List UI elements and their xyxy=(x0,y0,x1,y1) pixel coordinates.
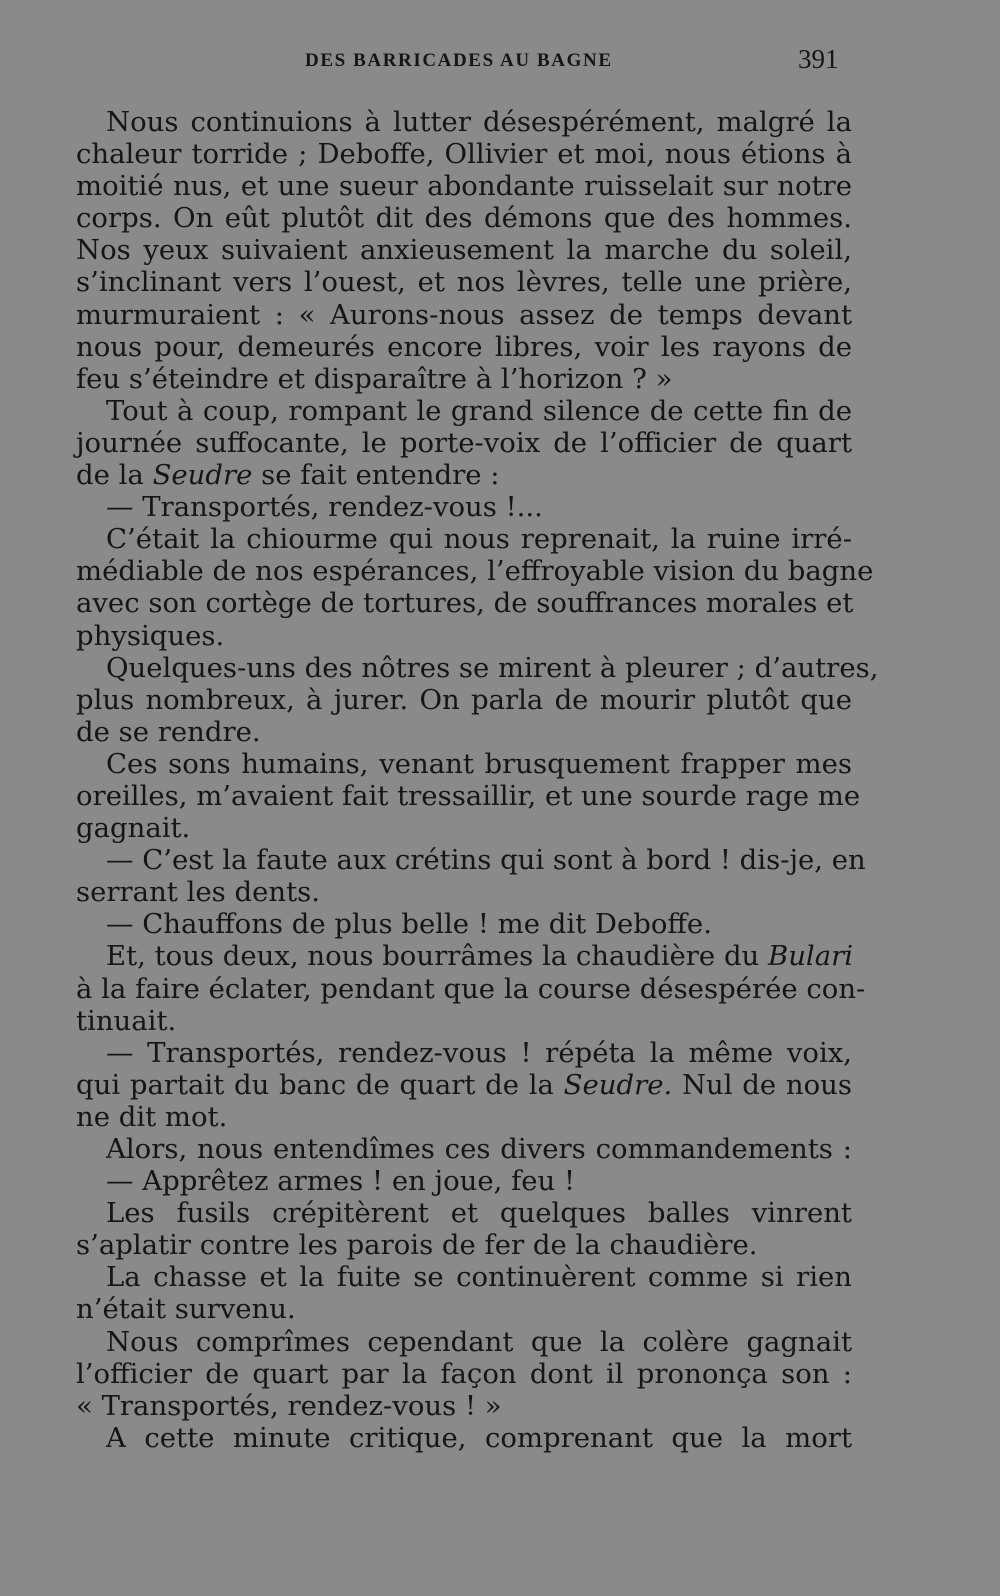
text-segment: de se rendre. xyxy=(76,715,261,748)
text-line xyxy=(76,1069,852,1101)
text-segment: qui partait du banc de quart de la xyxy=(76,1068,564,1101)
text-segment: Nous continuions à lutter désespérément, malgré la xyxy=(106,106,852,138)
text-segment: médiable de nos espérances, l’effroyable vision du bagne xyxy=(76,555,874,588)
text-segment: — Chauffons de plus belle ! me dit Deboffe. xyxy=(106,908,712,941)
text-line xyxy=(76,1229,852,1261)
text-segment: La chasse et la fuite se continuèrent comme si rien xyxy=(106,1261,852,1294)
text-segment: Nul de nous xyxy=(672,1068,852,1101)
text-segment: n’était survenu. xyxy=(76,1293,296,1326)
text-line xyxy=(76,908,852,940)
body-text xyxy=(76,106,879,1454)
text-segment: murmuraient : « Aurons-nous assez de temps devant xyxy=(76,298,852,331)
text-segment: — Transportés, rendez-vous !... xyxy=(106,491,543,524)
text-segment: — Apprêtez armes ! en joue, feu ! xyxy=(106,1165,576,1198)
text-segment: — C’est la faute aux crétins qui sont à bord ! dis-je, en xyxy=(106,844,866,877)
text-line xyxy=(76,170,852,202)
text-segment: se fait entendre : xyxy=(252,459,500,492)
text-line xyxy=(76,684,852,716)
italic-text-segment: Seudre xyxy=(152,459,253,492)
text-line xyxy=(76,1133,852,1165)
text-segment: journée suffocante, le porte-voix de l’officier de quart xyxy=(76,426,852,459)
text-segment: C’était la chiourme qui nous reprenait, la ruine irré- xyxy=(106,523,852,556)
text-line xyxy=(76,748,852,780)
text-line xyxy=(76,1005,852,1037)
text-segment: à la faire éclater, pendant que la course désespérée con- xyxy=(76,972,866,1005)
text-line xyxy=(76,1261,852,1293)
text-line xyxy=(76,587,852,619)
text-segment: gagnait. xyxy=(76,812,191,845)
text-segment: Ces sons humains, venant brusquement frapper mes xyxy=(106,747,852,780)
text-line xyxy=(76,266,852,298)
text-segment: Nous comprîmes cependant que la colère gagnait xyxy=(106,1325,852,1358)
text-segment: Quelques-uns des nôtres se mirent à pleurer ; d’autres, xyxy=(106,651,879,684)
text-line xyxy=(76,651,879,684)
text-segment: avec son cortège de tortures, de souffrances morales et xyxy=(76,587,854,620)
text-line xyxy=(76,972,866,1005)
text-line xyxy=(76,1293,852,1325)
text-segment: ne dit mot. xyxy=(76,1100,228,1133)
text-line xyxy=(76,427,852,459)
text-segment: plus nombreux, à jurer. On parla de mourir plutôt que xyxy=(76,683,852,716)
text-segment: tinuait. xyxy=(76,1004,177,1037)
text-segment: Les fusils crépitèrent et quelques balles vinrent xyxy=(106,1197,852,1230)
text-line xyxy=(76,363,852,395)
text-segment: physiques. xyxy=(76,619,225,652)
text-line xyxy=(76,459,852,491)
italic-text-segment: Bulari xyxy=(768,940,854,973)
text-line xyxy=(76,299,852,331)
text-line xyxy=(76,620,852,652)
text-line xyxy=(76,202,852,234)
text-line xyxy=(76,812,852,844)
running-title: DES BARRICADES AU BAGNE xyxy=(305,50,613,71)
text-segment: Et, tous deux, nous bourrâmes la chaudière du xyxy=(106,940,769,973)
text-line xyxy=(76,876,852,908)
text-segment: oreilles, m’avaient fait tressaillir, et une sourde rage me xyxy=(76,779,861,812)
text-segment: feu s’éteindre et disparaître à l’horizon ? » xyxy=(76,362,673,395)
text-segment: de la xyxy=(76,459,153,492)
text-segment: l’officier de quart par la façon dont il prononça son : xyxy=(76,1357,852,1390)
text-line xyxy=(76,1165,852,1197)
text-segment: serrant les dents. xyxy=(76,876,320,909)
text-line xyxy=(76,1326,852,1358)
text-line xyxy=(76,844,866,877)
running-header xyxy=(0,44,1000,80)
text-line xyxy=(76,1101,852,1133)
text-segment: moitié nus, et une sueur abondante ruisselait sur notre xyxy=(76,170,852,203)
text-segment: Tout à coup, rompant le grand silence de cette fin de xyxy=(106,394,852,427)
text-line xyxy=(76,523,852,555)
text-line xyxy=(76,1390,852,1422)
text-line xyxy=(76,106,852,138)
text-segment: A cette minute critique, comprenant que la mort xyxy=(106,1421,852,1454)
text-segment: chaleur torride ; Deboffe, Ollivier et moi, nous étions à xyxy=(76,138,852,171)
text-segment: corps. On eût plutôt dit des démons que des hommes. xyxy=(76,202,852,235)
text-line xyxy=(76,234,852,266)
text-line xyxy=(76,491,852,523)
text-line xyxy=(76,716,852,748)
text-line xyxy=(76,1422,852,1454)
text-segment: s’aplatir contre les parois de fer de la chaudière. xyxy=(76,1229,758,1262)
text-line xyxy=(76,555,874,588)
text-segment: s’inclinant vers l’ouest, et nos lèvres, telle une prière, xyxy=(76,266,852,299)
text-segment: « Transportés, rendez-vous ! » xyxy=(76,1389,502,1422)
text-line xyxy=(76,940,852,972)
text-line xyxy=(76,1037,852,1069)
text-line xyxy=(76,138,852,170)
text-segment: Nos yeux suivaient anxieusement la marche du soleil, xyxy=(76,234,852,267)
text-segment: nous pour, demeurés encore libres, voir les rayons de xyxy=(76,330,852,363)
text-line xyxy=(76,331,852,363)
text-line xyxy=(76,779,861,812)
text-segment: Alors, nous entendîmes ces divers commandements : xyxy=(106,1133,852,1165)
text-segment: — Transportés, rendez-vous ! répéta la même voix, xyxy=(106,1036,852,1069)
text-line xyxy=(76,1197,852,1229)
text-line xyxy=(76,395,852,427)
italic-text-segment: Seudre. xyxy=(563,1068,673,1101)
page-number: 391 xyxy=(798,44,839,74)
text-line xyxy=(76,1358,852,1390)
